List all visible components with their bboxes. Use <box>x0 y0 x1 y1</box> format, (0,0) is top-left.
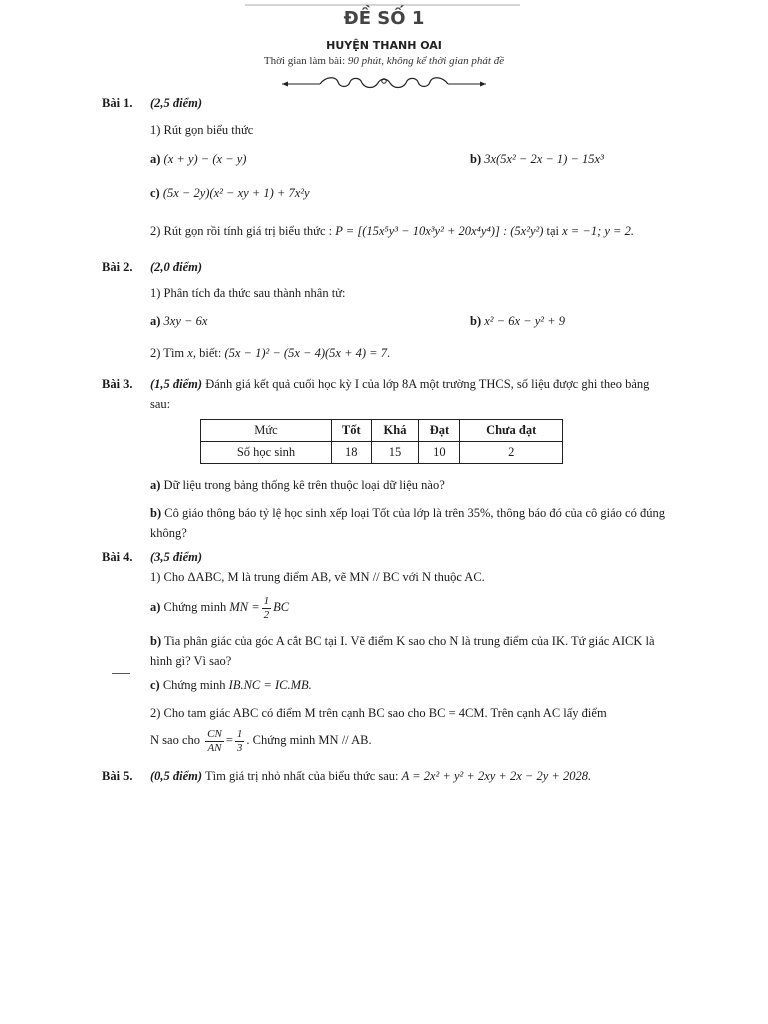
bai4-a-expr-left: MN = <box>229 600 260 614</box>
table-header-cell: Đạt <box>419 420 460 442</box>
table-header-cell: Khá <box>371 420 419 442</box>
bai5-text: Tìm giá trị nhỏ nhất của biểu thức sau: <box>204 769 399 783</box>
frac-numerator: 1 <box>236 727 243 740</box>
bai1-q2 <box>150 223 634 239</box>
fraction-one-half <box>262 595 272 622</box>
bai2-points: (2,0 điểm) <box>150 260 203 274</box>
table-header-cell: Mức <box>201 420 332 442</box>
bai1-a-label: a) <box>150 152 161 166</box>
margin-mark <box>112 673 130 674</box>
bai1-b <box>470 151 604 167</box>
bai4-c <box>150 677 312 693</box>
bai4-c-expr: IB.NC = IC.MB. <box>228 678 312 692</box>
bai3-a <box>150 477 445 493</box>
table-row <box>201 442 563 464</box>
ornament-divider-icon <box>282 74 486 92</box>
bai4-label: Bài 4. <box>102 550 133 564</box>
bai2-q2-mid: , biết: <box>192 346 222 360</box>
time-note: 90 phút, không kể thời gian phát đề <box>347 55 505 67</box>
bai4-b-text: Tia phân giác của góc A cắt BC tại I. Vẽ điểm K sao cho N là trung điểm của IK. Tứ giác AICK là hình gì? Vì sao? <box>150 634 655 668</box>
frac-denominator: AN <box>207 741 222 754</box>
grade-table <box>200 419 563 464</box>
bai1-b-expr: 3x(5x² − 2x − 1) − 15x³ <box>484 152 604 166</box>
bai2-b-label: b) <box>470 314 482 328</box>
frac-denominator: 3 <box>236 741 243 754</box>
bai1-c-label: c) <box>150 186 160 200</box>
bai3-b <box>150 503 670 543</box>
time-prefix: Thời gian làm bài: <box>263 55 348 67</box>
bai2-b <box>470 313 565 329</box>
bai1-q2-cond: x = −1; y = 2. <box>562 224 634 238</box>
bai4-q2-eq: = <box>225 733 233 747</box>
bai2-q2-end: . <box>386 346 391 360</box>
table-cell: 10 <box>419 442 460 464</box>
table-row-label: Số học sinh <box>201 442 332 464</box>
bai2-a <box>150 313 207 329</box>
bai2-q2 <box>150 345 390 361</box>
frac-numerator: CN <box>207 727 222 740</box>
bai2-a-label: a) <box>150 314 161 328</box>
bai4-q2-suffix: . Chứng minh MN // AB. <box>246 733 372 747</box>
time-info <box>0 55 768 67</box>
exam-title: ĐỀ SỐ 1 <box>343 8 425 29</box>
frac-numerator: 1 <box>263 594 270 607</box>
bai4-a-label: a) <box>150 600 161 614</box>
bai3-a-text: Dữ liệu trong bảng thống kê trên thuộc loại dữ liệu nào? <box>163 478 445 492</box>
bai2-q1: 1) Phân tích đa thức sau thành nhân tử: <box>150 286 346 300</box>
bai1-b-label: b) <box>470 152 482 166</box>
bai3-intro <box>150 374 670 414</box>
bai4-c-text: Chứng minh <box>162 678 226 692</box>
bai3-points: (1,5 điểm) <box>150 377 203 391</box>
bai4-q1: 1) Cho ΔABC, M là trung điểm AB, vẽ MN // BC với N thuộc AC. <box>150 570 485 584</box>
bai2-q2-expr: (5x − 1)² − (5x − 4)(5x + 4) = 7 <box>224 346 387 360</box>
bai4-points: (3,5 điểm) <box>150 550 203 564</box>
bai3-label: Bài 3. <box>102 377 133 391</box>
top-rule <box>245 4 520 6</box>
bai4-q2-line2 <box>150 726 372 755</box>
bai4-a <box>150 593 289 622</box>
bai1-a-expr: (x + y) − (x − y) <box>163 152 247 166</box>
bai3-b-label: b) <box>150 506 162 520</box>
bai1-q2-expr: P = [(15x⁵y³ − 10x³y² + 20x⁴y⁴)] : (5x²y²) <box>335 224 544 238</box>
fraction-one-third <box>235 728 245 755</box>
bai4-b <box>150 631 670 671</box>
frac-denominator: 2 <box>263 608 270 621</box>
fraction-cn-an <box>205 728 224 755</box>
bai5-points: (0,5 điểm) <box>150 769 203 783</box>
table-cell: 18 <box>332 442 372 464</box>
bai3-intro-text: Đánh giá kết quả cuối học kỳ I của lớp 8A một trường THCS, số liệu được ghi theo bảng sau: <box>150 377 650 411</box>
bai1-c-expr: (5x − 2y)(x² − xy + 1) + 7x²y <box>162 186 310 200</box>
bai2-a-expr: 3xy − 6x <box>163 314 208 328</box>
bai3-b-text: Cô giáo thông báo tỷ lệ học sinh xếp loại Tốt của lớp là trên 35%, thông báo đó của cô giáo có đúng không? <box>150 506 665 540</box>
bai1-q2-cond-prefix: tại <box>546 224 560 238</box>
table-cell: 2 <box>460 442 563 464</box>
bai2-label: Bài 2. <box>102 260 133 274</box>
bai4-b-label: b) <box>150 634 162 648</box>
bai5-expr: A = 2x² + y² + 2xy + 2x − 2y + 2028. <box>401 769 592 783</box>
bai1-a <box>150 151 246 167</box>
bai1-q2-text: 2) Rút gọn rồi tính giá trị biểu thức : <box>150 224 333 238</box>
bai5-label: Bài 5. <box>102 769 133 783</box>
bai4-q2-prefix: N sao cho <box>150 733 200 747</box>
district-name: HUYỆN THANH OAI <box>326 39 442 52</box>
table-header-cell: Chưa đạt <box>460 420 563 442</box>
table-header-cell: Tốt <box>332 420 372 442</box>
bai1-label: Bài 1. <box>102 96 133 110</box>
bai4-q2: 2) Cho tam giác ABC có điểm M trên cạnh BC sao cho BC = 4CM. Trên cạnh AC lấy điểm <box>150 706 607 720</box>
bai1-q1: 1) Rút gọn biểu thức <box>150 123 254 137</box>
bai2-b-expr: x² − 6x − y² + 9 <box>484 314 565 328</box>
bai5-line <box>150 768 591 784</box>
bai1-points: (2,5 điểm) <box>150 96 203 110</box>
table-header-row <box>201 420 563 442</box>
bai1-c <box>150 185 310 201</box>
bai3-a-label: a) <box>150 478 161 492</box>
table-cell: 15 <box>371 442 419 464</box>
bai4-c-label: c) <box>150 678 160 692</box>
bai4-a-expr-right: BC <box>273 600 290 614</box>
bai2-q2-var: x <box>187 346 193 360</box>
bai4-a-text: Chứng minh <box>163 600 227 614</box>
bai2-q2-prefix: 2) Tìm <box>150 346 185 360</box>
